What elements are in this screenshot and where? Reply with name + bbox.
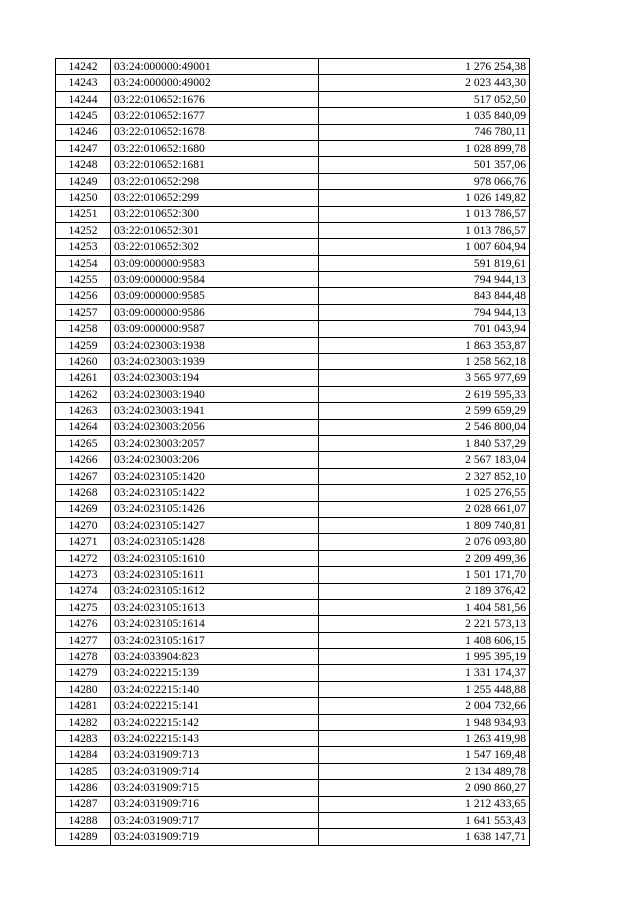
table-row — [56, 272, 530, 288]
row-number-cell: 14260 — [56, 354, 111, 370]
cadastral-number-cell: 03:24:023105:1426 — [111, 501, 319, 517]
cadastral-number-cell: 03:24:022215:140 — [111, 681, 319, 697]
cadastral-number-cell: 03:24:023105:1420 — [111, 468, 319, 484]
cadastral-value-cell: 1 404 581,56 — [319, 599, 530, 615]
row-number-cell: 14249 — [56, 173, 111, 189]
cadastral-value-table — [55, 58, 530, 846]
row-number-cell: 14271 — [56, 534, 111, 550]
cadastral-value-cell: 2 619 595,33 — [319, 386, 530, 402]
cadastral-number-cell: 03:24:022215:141 — [111, 698, 319, 714]
row-number-cell: 14242 — [56, 59, 111, 75]
table-row — [56, 731, 530, 747]
row-number-cell: 14250 — [56, 190, 111, 206]
row-number-cell: 14247 — [56, 140, 111, 156]
cadastral-value-cell: 1 028 899,78 — [319, 140, 530, 156]
cadastral-value-cell: 1 948 934,93 — [319, 714, 530, 730]
cadastral-value-cell: 1 641 553,43 — [319, 812, 530, 828]
table-row — [56, 124, 530, 140]
table-row — [56, 812, 530, 828]
row-number-cell: 14263 — [56, 403, 111, 419]
table-row — [56, 583, 530, 599]
row-number-cell: 14284 — [56, 747, 111, 763]
cadastral-value-cell: 746 780,11 — [319, 124, 530, 140]
cadastral-number-cell: 03:24:023003:1939 — [111, 354, 319, 370]
row-number-cell: 14258 — [56, 321, 111, 337]
row-number-cell: 14269 — [56, 501, 111, 517]
table-row — [56, 173, 530, 189]
cadastral-value-cell: 1 638 147,71 — [319, 829, 530, 845]
table-row — [56, 91, 530, 107]
table-row — [56, 206, 530, 222]
table-row — [56, 665, 530, 681]
table-row — [56, 468, 530, 484]
cadastral-number-cell: 03:09:000000:9587 — [111, 321, 319, 337]
cadastral-value-cell: 2 209 499,36 — [319, 550, 530, 566]
table-row — [56, 321, 530, 337]
row-number-cell: 14246 — [56, 124, 111, 140]
row-number-cell: 14279 — [56, 665, 111, 681]
cadastral-value-cell: 2 599 659,29 — [319, 403, 530, 419]
table-row — [56, 649, 530, 665]
row-number-cell: 14252 — [56, 222, 111, 238]
cadastral-value-cell: 1 013 786,57 — [319, 222, 530, 238]
cadastral-number-cell: 03:24:023105:1428 — [111, 534, 319, 550]
cadastral-value-cell: 591 819,61 — [319, 255, 530, 271]
cadastral-value-cell: 1 809 740,81 — [319, 517, 530, 533]
cadastral-value-cell: 701 043,94 — [319, 321, 530, 337]
cadastral-number-cell: 03:24:023105:1427 — [111, 517, 319, 533]
table-row — [56, 157, 530, 173]
row-number-cell: 14283 — [56, 731, 111, 747]
cadastral-number-cell: 03:24:033904:823 — [111, 649, 319, 665]
cadastral-number-cell: 03:24:031909:716 — [111, 796, 319, 812]
cadastral-number-cell: 03:22:010652:1678 — [111, 124, 319, 140]
cadastral-value-cell: 501 357,06 — [319, 157, 530, 173]
table-row — [56, 452, 530, 468]
table-row — [56, 780, 530, 796]
cadastral-value-cell: 1 263 419,98 — [319, 731, 530, 747]
cadastral-value-cell: 1 408 606,15 — [319, 632, 530, 648]
cadastral-number-cell: 03:24:023003:1940 — [111, 386, 319, 402]
row-number-cell: 14244 — [56, 91, 111, 107]
row-number-cell: 14243 — [56, 75, 111, 91]
table-row — [56, 747, 530, 763]
row-number-cell: 14287 — [56, 796, 111, 812]
row-number-cell: 14273 — [56, 567, 111, 583]
row-number-cell: 14245 — [56, 108, 111, 124]
cadastral-number-cell: 03:09:000000:9583 — [111, 255, 319, 271]
cadastral-value-cell: 2 134 489,78 — [319, 763, 530, 779]
table-row — [56, 517, 530, 533]
table-row — [56, 681, 530, 697]
cadastral-number-cell: 03:24:023105:1611 — [111, 567, 319, 583]
cadastral-number-cell: 03:24:031909:715 — [111, 780, 319, 796]
row-number-cell: 14253 — [56, 239, 111, 255]
cadastral-number-cell: 03:24:031909:714 — [111, 763, 319, 779]
table-row — [56, 304, 530, 320]
table-row — [56, 403, 530, 419]
cadastral-value-cell: 1 547 169,48 — [319, 747, 530, 763]
table-row — [56, 796, 530, 812]
cadastral-number-cell: 03:24:023105:1613 — [111, 599, 319, 615]
cadastral-value-cell: 1 840 537,29 — [319, 435, 530, 451]
row-number-cell: 14268 — [56, 485, 111, 501]
row-number-cell: 14280 — [56, 681, 111, 697]
table-row — [56, 632, 530, 648]
row-number-cell: 14255 — [56, 272, 111, 288]
cadastral-number-cell: 03:24:023105:1617 — [111, 632, 319, 648]
cadastral-value-cell: 2 567 183,04 — [319, 452, 530, 468]
table-row — [56, 75, 530, 91]
cadastral-number-cell: 03:24:031909:719 — [111, 829, 319, 845]
table-row — [56, 370, 530, 386]
cadastral-number-cell: 03:24:023105:1422 — [111, 485, 319, 501]
cadastral-number-cell: 03:09:000000:9586 — [111, 304, 319, 320]
cadastral-number-cell: 03:24:023105:1610 — [111, 550, 319, 566]
cadastral-value-cell: 2 546 800,04 — [319, 419, 530, 435]
table-row — [56, 550, 530, 566]
row-number-cell: 14276 — [56, 616, 111, 632]
cadastral-number-cell: 03:24:023003:194 — [111, 370, 319, 386]
cadastral-number-cell: 03:24:022215:142 — [111, 714, 319, 730]
cadastral-value-cell: 1 276 254,38 — [319, 59, 530, 75]
row-number-cell: 14264 — [56, 419, 111, 435]
row-number-cell: 14262 — [56, 386, 111, 402]
cadastral-number-cell: 03:22:010652:1680 — [111, 140, 319, 156]
row-number-cell: 14288 — [56, 812, 111, 828]
cadastral-value-cell: 3 565 977,69 — [319, 370, 530, 386]
row-number-cell: 14275 — [56, 599, 111, 615]
cadastral-value-cell: 2 076 093,80 — [319, 534, 530, 550]
row-number-cell: 14257 — [56, 304, 111, 320]
cadastral-value-cell: 1 025 276,55 — [319, 485, 530, 501]
cadastral-value-cell: 2 023 443,30 — [319, 75, 530, 91]
row-number-cell: 14277 — [56, 632, 111, 648]
cadastral-number-cell: 03:24:023105:1614 — [111, 616, 319, 632]
cadastral-value-cell: 1 258 562,18 — [319, 354, 530, 370]
cadastral-number-cell: 03:24:022215:143 — [111, 731, 319, 747]
cadastral-value-cell: 1 013 786,57 — [319, 206, 530, 222]
cadastral-value-cell: 2 189 376,42 — [319, 583, 530, 599]
table-row — [56, 435, 530, 451]
table-row — [56, 386, 530, 402]
table-row — [56, 288, 530, 304]
cadastral-number-cell: 03:24:023003:2056 — [111, 419, 319, 435]
cadastral-number-cell: 03:24:023003:1938 — [111, 337, 319, 353]
cadastral-number-cell: 03:22:010652:299 — [111, 190, 319, 206]
table-row — [56, 501, 530, 517]
row-number-cell: 14267 — [56, 468, 111, 484]
table-row — [56, 222, 530, 238]
cadastral-value-cell: 1 995 395,19 — [319, 649, 530, 665]
cadastral-value-cell: 1 035 840,09 — [319, 108, 530, 124]
cadastral-number-cell: 03:09:000000:9584 — [111, 272, 319, 288]
cadastral-number-cell: 03:24:023003:1941 — [111, 403, 319, 419]
cadastral-value-cell: 978 066,76 — [319, 173, 530, 189]
table-row — [56, 419, 530, 435]
cadastral-number-cell: 03:24:000000:49002 — [111, 75, 319, 91]
row-number-cell: 14270 — [56, 517, 111, 533]
cadastral-value-cell: 2 004 732,66 — [319, 698, 530, 714]
table-row — [56, 616, 530, 632]
row-number-cell: 14251 — [56, 206, 111, 222]
cadastral-number-cell: 03:22:010652:302 — [111, 239, 319, 255]
table-row — [56, 337, 530, 353]
cadastral-value-cell: 2 327 852,10 — [319, 468, 530, 484]
cadastral-value-cell: 517 052,50 — [319, 91, 530, 107]
cadastral-number-cell: 03:24:022215:139 — [111, 665, 319, 681]
cadastral-number-cell: 03:24:031909:713 — [111, 747, 319, 763]
row-number-cell: 14274 — [56, 583, 111, 599]
table-row — [56, 567, 530, 583]
cadastral-number-cell: 03:24:031909:717 — [111, 812, 319, 828]
cadastral-value-cell: 2 028 661,07 — [319, 501, 530, 517]
table-row — [56, 714, 530, 730]
table-row — [56, 763, 530, 779]
cadastral-value-cell: 843 844,48 — [319, 288, 530, 304]
row-number-cell: 14266 — [56, 452, 111, 468]
cadastral-value-cell: 1 331 174,37 — [319, 665, 530, 681]
cadastral-number-cell: 03:24:023003:206 — [111, 452, 319, 468]
cadastral-number-cell: 03:24:023003:2057 — [111, 435, 319, 451]
cadastral-number-cell: 03:22:010652:1681 — [111, 157, 319, 173]
row-number-cell: 14254 — [56, 255, 111, 271]
row-number-cell: 14281 — [56, 698, 111, 714]
table-row — [56, 485, 530, 501]
cadastral-value-cell: 1 863 353,87 — [319, 337, 530, 353]
table-row — [56, 140, 530, 156]
row-number-cell: 14248 — [56, 157, 111, 173]
cadastral-value-cell: 1 212 433,65 — [319, 796, 530, 812]
table-row — [56, 239, 530, 255]
cadastral-value-cell: 794 944,13 — [319, 304, 530, 320]
cadastral-number-cell: 03:24:023105:1612 — [111, 583, 319, 599]
row-number-cell: 14272 — [56, 550, 111, 566]
table-row — [56, 534, 530, 550]
cadastral-number-cell: 03:09:000000:9585 — [111, 288, 319, 304]
cadastral-value-cell: 2 221 573,13 — [319, 616, 530, 632]
table-row — [56, 59, 530, 75]
row-number-cell: 14289 — [56, 829, 111, 845]
table-row — [56, 190, 530, 206]
cadastral-number-cell: 03:22:010652:298 — [111, 173, 319, 189]
cadastral-number-cell: 03:22:010652:1677 — [111, 108, 319, 124]
row-number-cell: 14261 — [56, 370, 111, 386]
table-row — [56, 108, 530, 124]
row-number-cell: 14265 — [56, 435, 111, 451]
row-number-cell: 14282 — [56, 714, 111, 730]
table-row — [56, 354, 530, 370]
cadastral-number-cell: 03:22:010652:301 — [111, 222, 319, 238]
table-row — [56, 255, 530, 271]
table-body — [56, 59, 530, 846]
cadastral-value-cell: 1 501 171,70 — [319, 567, 530, 583]
cadastral-value-cell: 1 026 149,82 — [319, 190, 530, 206]
cadastral-value-cell: 1 007 604,94 — [319, 239, 530, 255]
table-row — [56, 599, 530, 615]
row-number-cell: 14278 — [56, 649, 111, 665]
row-number-cell: 14256 — [56, 288, 111, 304]
cadastral-value-cell: 2 090 860,27 — [319, 780, 530, 796]
row-number-cell: 14259 — [56, 337, 111, 353]
row-number-cell: 14285 — [56, 763, 111, 779]
table-row — [56, 829, 530, 845]
row-number-cell: 14286 — [56, 780, 111, 796]
cadastral-value-cell: 1 255 448,88 — [319, 681, 530, 697]
cadastral-number-cell: 03:22:010652:300 — [111, 206, 319, 222]
cadastral-number-cell: 03:22:010652:1676 — [111, 91, 319, 107]
cadastral-value-cell: 794 944,13 — [319, 272, 530, 288]
cadastral-number-cell: 03:24:000000:49001 — [111, 59, 319, 75]
table-row — [56, 698, 530, 714]
